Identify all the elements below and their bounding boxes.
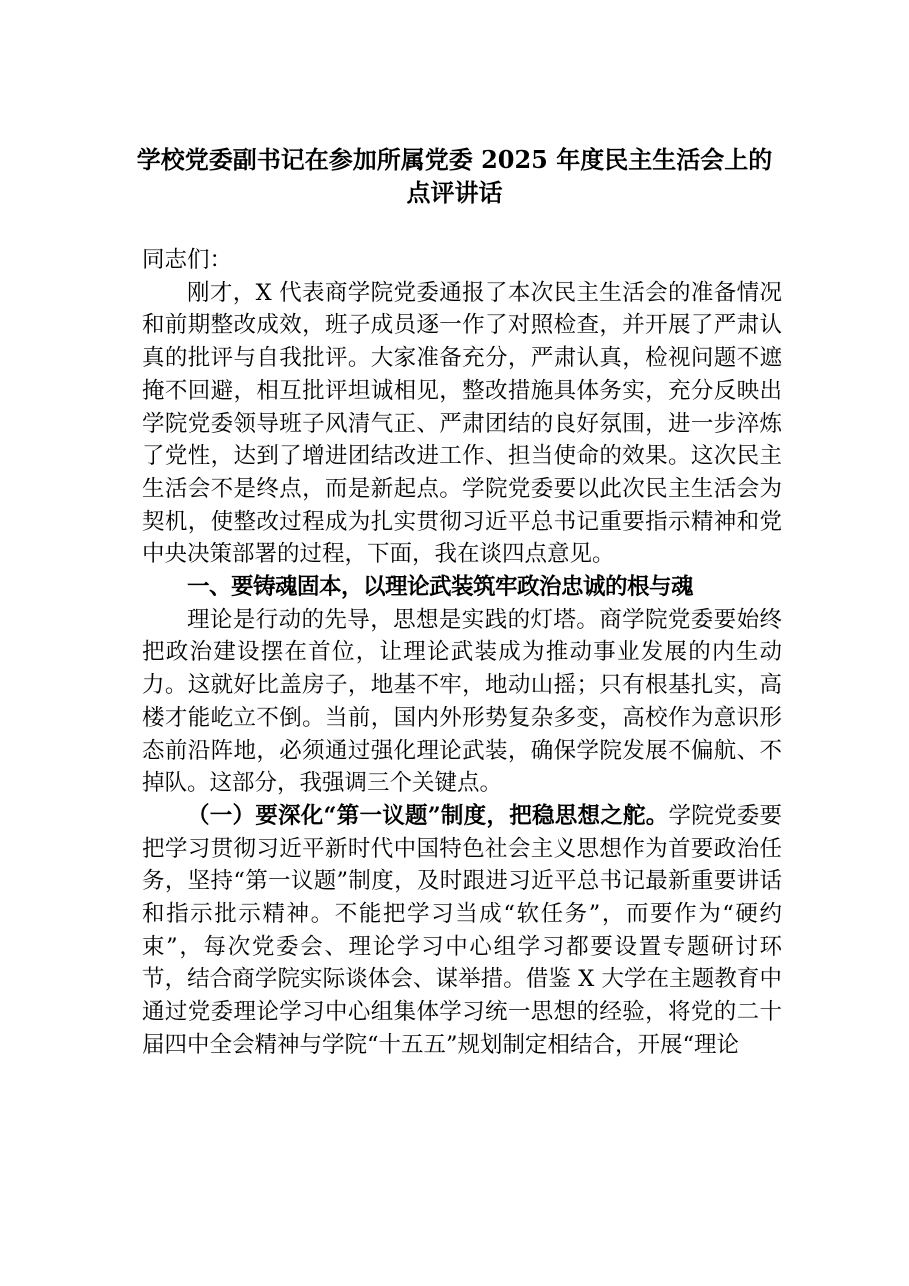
paragraph-opening: 刚才，X 代表商学院党委通报了本次民主生活会的准备情况和前期整改成效，班子成员逐一作了对照检查，并开展了严肃认真的批评与自我批评。大家准备充分，严肃认真，检视问题不遮掩不回避，相互批评坦诚相见，整改措施具体务实，充分反映出学院党委领导班子风清气正、严肃团结的良好氛围，进一步淬炼了党性，达到了增进团结改进工作、担当使命的效果。这次民主生活会不是终点，而是新起点。学院党委要以此次民主生活会为契机，使整改过程成为扎实贯彻习近平总书记重要指示精神和党中央决策部署的过程，下面，我在谈四点意见。: [142, 279, 782, 568]
paragraph-section-1-intro: 理论是行动的先导，思想是实践的灯塔。商学院党委要始终把政治建设摆在首位，让理论武装成为推动事业发展的内生动力。这就好比盖房子，地基不牢，地动山摇；只有根基扎实，高楼才能屹立不倒。当前，国内外形势复杂多变，高校作为意识形态前沿阵地，必须通过强化理论武装，确保学院发展不偏航、不掉队。这部分，我强调三个关键点。: [142, 606, 782, 797]
document-title-line-2: 点评讲话: [406, 178, 503, 207]
subsection-1-text: 学院党委要把学习贯彻习近平新时代中国特色社会主义思想作为首要政治任务，坚持“第一议题”制度，及时跟进习近平总书记最新重要讲话和指示批示精神。不能把学习当成“软任务”，而要作为“硬约束”，每次党委会、理论学习中心组学习都要设置专题研讨环节，结合商学院实际谈体会、谋举措。借鉴 X 大学在主题教育中通过党委理论学习中心组集体学习统一思想的经验，将党的二十届四中全会精神与学院“十五五”规划制定相结合，开展“理论: [142, 802, 782, 1058]
paragraph-subsection-1: [142, 800, 782, 1062]
document-title-line-1: 学校党委副书记在参加所属党委 2025 年度民主生活会上的: [136, 145, 773, 174]
section-heading-1: 一、要铸魂固本，以理论武装筑牢政治忠诚的根与魂: [187, 574, 694, 601]
subsection-heading-1: （一）要深化“第一议题”制度，把稳思想之舵。: [187, 802, 669, 829]
document-body: [142, 244, 782, 1062]
salutation: 同志们：: [142, 247, 233, 273]
